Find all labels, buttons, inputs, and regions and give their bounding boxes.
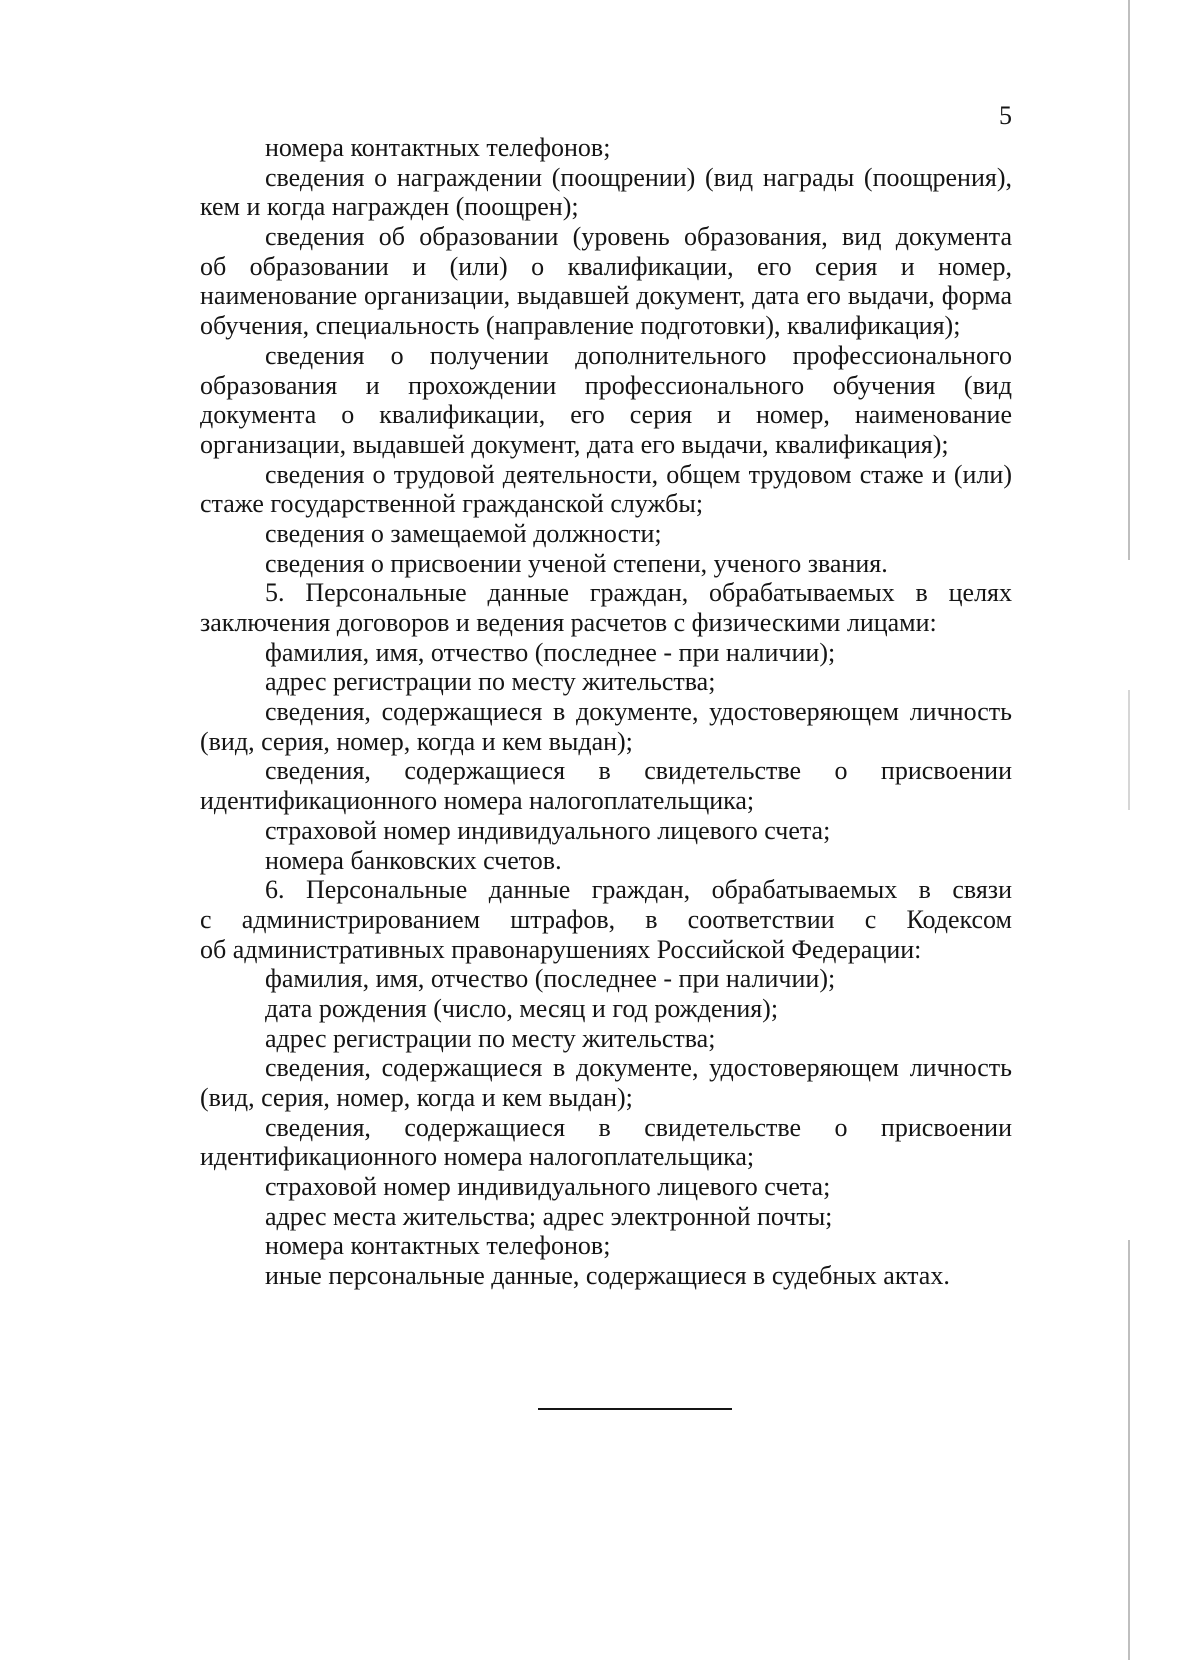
text-line: [200, 638, 1012, 668]
text-line: [200, 1053, 1012, 1083]
line-text: идентификационного номера налогоплательщика;: [200, 1142, 755, 1172]
text-line: [200, 816, 1012, 846]
text-line: [200, 697, 1012, 727]
line-text: 6. Персональные данные граждан, обрабатываемых в связи: [265, 875, 1012, 905]
line-text: сведения о награждении (поощрении) (вид награды (поощрения),: [265, 162, 1012, 192]
text-line: [200, 846, 1012, 876]
line-text: дата рождения (число, месяц и год рождения);: [265, 993, 779, 1023]
line-text: с администрированием штрафов, в соответствии с Кодексом: [200, 904, 1012, 934]
paragraph: [200, 222, 1012, 341]
text-line: [200, 1142, 1012, 1172]
paragraph: [200, 519, 1012, 549]
line-text: номера контактных телефонов;: [265, 1231, 611, 1261]
line-text: сведения, содержащиеся в документе, удостоверяющем личность: [265, 1053, 1012, 1083]
line-text: адрес регистрации по месту жительства;: [265, 1023, 716, 1053]
paragraph: [200, 549, 1012, 579]
text-line: [200, 192, 1012, 222]
paragraph: [200, 964, 1012, 994]
line-text: 5. Персональные данные граждан, обрабатываемых в целях: [265, 578, 1012, 608]
text-line: [200, 281, 1012, 311]
scan-edge-artifact: [1128, 690, 1130, 810]
line-text: сведения о присвоении ученой степени, ученого звания.: [265, 548, 888, 578]
text-line: [200, 608, 1012, 638]
line-text: об образовании и (или) о квалификации, его серия и номер,: [200, 251, 1012, 281]
paragraph: [200, 667, 1012, 697]
line-text: номера контактных телефонов;: [265, 133, 611, 162]
text-line: [200, 400, 1012, 430]
text-line: [200, 489, 1012, 519]
paragraph: [200, 697, 1012, 756]
paragraph: [200, 1261, 1012, 1291]
line-text: сведения о трудовой деятельности, общем трудовом стаже и (или): [265, 459, 1012, 489]
paragraph: [200, 341, 1012, 460]
paragraph: [200, 1172, 1012, 1202]
document-body: [200, 133, 1012, 1291]
paragraph: [200, 163, 1012, 222]
line-text: страховой номер индивидуального лицевого счета;: [265, 815, 831, 845]
line-text: сведения, содержащиеся в свидетельстве о присвоении: [265, 1112, 1012, 1142]
line-text: сведения о получении дополнительного профессионального: [265, 340, 1012, 370]
paragraph: [200, 846, 1012, 876]
text-line: [200, 311, 1012, 341]
text-line: [200, 1202, 1012, 1232]
text-line: [200, 1113, 1012, 1143]
text-line: [200, 460, 1012, 490]
line-text: организации, выдавшей документ, дата его выдачи, квалификация);: [200, 429, 949, 459]
paragraph: [200, 1113, 1012, 1172]
line-text: обучения, специальность (направление подготовки), квалификация);: [200, 311, 961, 341]
line-text: фамилия, имя, отчество (последнее - при наличии);: [265, 964, 836, 994]
paragraph: [200, 1231, 1012, 1261]
text-line: [200, 727, 1012, 757]
text-line: [200, 371, 1012, 401]
line-text: фамилия, имя, отчество (последнее - при наличии);: [265, 637, 836, 667]
text-line: [200, 1024, 1012, 1054]
line-text: сведения о замещаемой должности;: [265, 518, 662, 548]
text-line: [200, 935, 1012, 965]
line-text: идентификационного номера налогоплательщика;: [200, 786, 755, 816]
text-line: [200, 1172, 1012, 1202]
paragraph: [200, 460, 1012, 519]
line-text: сведения об образовании (уровень образования, вид документа: [265, 222, 1012, 252]
text-line: [200, 341, 1012, 371]
line-text: сведения, содержащиеся в документе, удостоверяющем личность: [265, 697, 1012, 727]
paragraph: [200, 638, 1012, 668]
text-line: [200, 1261, 1012, 1291]
page-number: 5: [999, 101, 1012, 130]
text-line: [200, 133, 1012, 163]
line-text: (вид, серия, номер, когда и кем выдан);: [200, 726, 633, 756]
text-line: [200, 430, 1012, 460]
scan-edge-artifact: [1128, 0, 1130, 560]
line-text: об административных правонарушениях Российской Федерации:: [200, 934, 922, 964]
text-line: [200, 252, 1012, 282]
text-line: [200, 905, 1012, 935]
paragraph: [200, 1024, 1012, 1054]
section-6-paragraph: [200, 875, 1012, 964]
line-text: иные персональные данные, содержащиеся в судебных актах.: [265, 1261, 950, 1291]
text-line: [200, 667, 1012, 697]
paragraph: [200, 1202, 1012, 1232]
line-text: (вид, серия, номер, когда и кем выдан);: [200, 1083, 633, 1112]
paragraph: [200, 133, 1012, 163]
paragraph: [200, 756, 1012, 815]
text-line: [200, 519, 1012, 549]
line-text: адрес регистрации по месту жительства;: [265, 667, 716, 697]
text-line: [200, 1083, 1012, 1113]
paragraph: [200, 816, 1012, 846]
text-line: [200, 964, 1012, 994]
text-line: [200, 875, 1012, 905]
line-text: заключения договоров и ведения расчетов с физическими лицами:: [200, 608, 937, 637]
text-line: [200, 578, 1012, 608]
line-text: стаже государственной гражданской службы;: [200, 489, 704, 519]
scan-edge-artifact: [1128, 1240, 1130, 1660]
text-line: [200, 222, 1012, 252]
line-text: документа о квалификации, его серия и номер, наименование: [200, 400, 1012, 430]
text-line: [200, 1231, 1012, 1261]
text-line: [200, 756, 1012, 786]
section-5-paragraph: [200, 578, 1012, 637]
text-line: [200, 994, 1012, 1024]
line-text: наименование организации, выдавшей документ, дата его выдачи, форма: [200, 281, 1012, 311]
paragraph: [200, 994, 1012, 1024]
text-line: [200, 786, 1012, 816]
text-line: [200, 163, 1012, 193]
closing-rule: [538, 1408, 732, 1410]
line-text: адрес места жительства; адрес электронной почты;: [265, 1201, 833, 1231]
line-text: сведения, содержащиеся в свидетельстве о присвоении: [265, 756, 1012, 786]
line-text: страховой номер индивидуального лицевого счета;: [265, 1172, 831, 1202]
line-text: образования и прохождении профессионального обучения (вид: [200, 370, 1012, 400]
text-line: [200, 549, 1012, 579]
line-text: кем и когда награжден (поощрен);: [200, 192, 579, 222]
line-text: номера банковских счетов.: [265, 845, 562, 875]
paragraph: [200, 1053, 1012, 1112]
